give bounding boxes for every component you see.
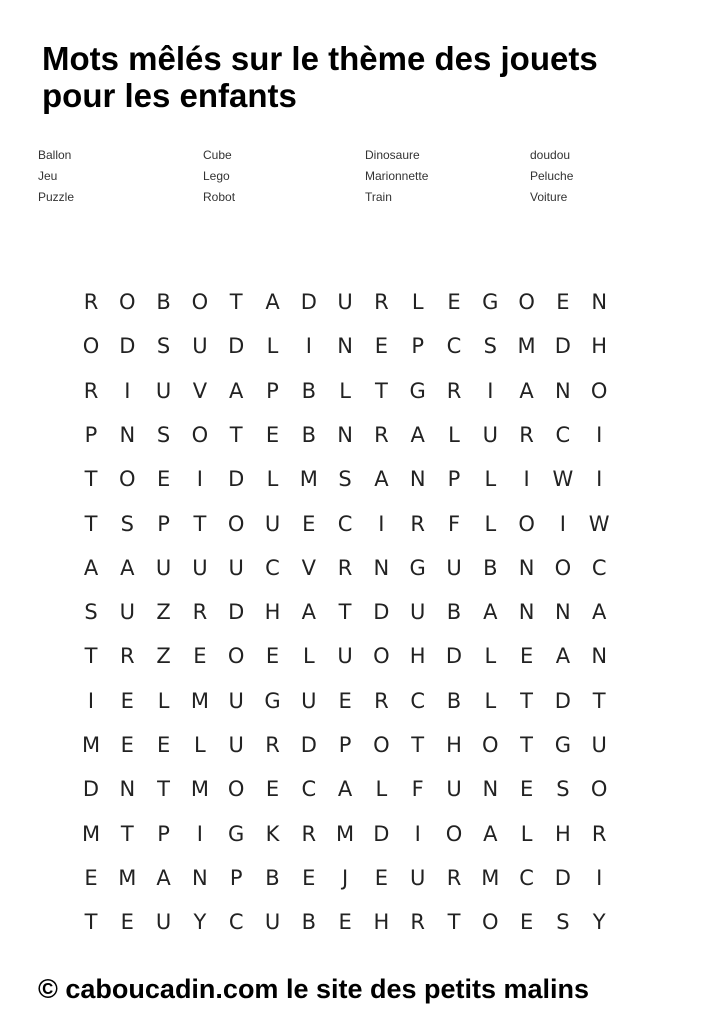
grid-letter: G [554, 733, 572, 757]
word-list [38, 148, 678, 214]
grid-letter: O [445, 821, 463, 846]
grid-letter: R [120, 644, 135, 669]
grid-letter: S [156, 422, 171, 447]
grid-letter: S [84, 600, 98, 625]
grid-letter: A [120, 555, 135, 580]
word-list-item: Jeu [38, 169, 58, 183]
grid-letter: N [591, 644, 608, 669]
grid-letter: Z [156, 644, 171, 669]
grid-letter: P [229, 865, 243, 890]
grid-letter: E [120, 688, 134, 713]
grid-letter: U [192, 555, 208, 580]
grid-letter: I [559, 511, 566, 536]
grid-letter: I [305, 334, 312, 359]
grid-letter: H [554, 821, 571, 846]
word-list-item: Puzzle [38, 190, 75, 204]
grid-letter: R [301, 821, 317, 846]
grid-letter: I [596, 865, 603, 890]
grid-letter: T [229, 422, 243, 447]
grid-letter: L [157, 688, 170, 713]
grid-letter: C [446, 334, 462, 359]
grid-letter: D [373, 821, 390, 846]
grid-letter: P [84, 422, 98, 447]
grid-letter: E [338, 688, 352, 713]
grid-letter: O [227, 511, 245, 536]
grid-letter: N [555, 600, 571, 625]
grid-letter: A [374, 467, 389, 492]
grid-letter: U [228, 688, 244, 713]
grid-letter: L [266, 467, 279, 492]
grid-letter: D [373, 600, 390, 625]
grid-letter: E [556, 290, 570, 314]
grid-letter: P [338, 733, 352, 757]
grid-letter: N [192, 865, 208, 890]
grid-letter: D [554, 688, 571, 713]
grid-letter: R [83, 290, 99, 314]
grid-letter: I [196, 821, 203, 846]
grid-letter: O [119, 290, 136, 314]
grid-letter: N [119, 777, 136, 802]
grid-letter: L [484, 511, 497, 536]
grid-letter: L [448, 422, 460, 447]
grid-letter: D [554, 865, 571, 890]
grid-letter: G [264, 688, 281, 713]
grid-letter: N [518, 600, 535, 625]
grid-letter: L [339, 378, 351, 403]
grid-letter: M [517, 334, 536, 359]
grid-letter: E [120, 910, 134, 935]
word-list-item: Ballon [38, 148, 72, 162]
grid-letter: U [591, 733, 607, 757]
grid-letter: C [337, 511, 353, 536]
grid-letter: O [590, 777, 608, 802]
grid-letter: S [556, 777, 570, 802]
grid-letter: A [83, 555, 99, 580]
grid-letter: E [156, 733, 171, 757]
grid-letter: T [229, 290, 243, 314]
grid-letter: I [596, 467, 603, 492]
grid-letter: I [196, 467, 203, 492]
grid-letter: O [373, 644, 390, 669]
grid-letter: I [124, 378, 131, 403]
grid-letter: B [301, 910, 316, 935]
footer-credit: © caboucadin.com le site des petits malins [38, 974, 590, 1004]
grid-letter: A [483, 600, 498, 625]
grid-letter: L [411, 290, 424, 314]
grid-letter: R [192, 600, 208, 625]
grid-letter: B [483, 555, 498, 580]
grid-letter: M [81, 733, 101, 757]
grid-letter: O [518, 290, 535, 314]
grid-letter: T [592, 688, 606, 713]
grid-letter: V [301, 555, 316, 580]
grid-letter: E [519, 910, 534, 935]
grid-letter: U [155, 378, 172, 403]
grid-letter: H [409, 644, 426, 669]
grid-letter: L [302, 644, 315, 669]
grid-letter: B [265, 865, 280, 890]
grid-letter: L [194, 733, 206, 757]
grid-letter: L [484, 467, 497, 492]
page-title [42, 40, 702, 114]
grid-letter: E [374, 865, 389, 890]
grid-letter: U [446, 777, 462, 802]
grid-letter: M [299, 467, 318, 492]
grid-letter: M [190, 688, 209, 713]
grid-letter: D [228, 600, 245, 625]
grid-letter: A [410, 422, 425, 447]
grid-letter: A [265, 290, 280, 314]
grid-letter: O [590, 378, 608, 403]
grid-letter: U [337, 644, 353, 669]
grid-letter: N [373, 555, 390, 580]
grid-letter: I [487, 378, 494, 403]
grid-letter: G [228, 821, 245, 846]
word-list-item: Voiture [530, 190, 568, 204]
grid-letter: R [83, 378, 99, 403]
grid-letter: O [554, 555, 572, 580]
grid-letter: T [84, 644, 98, 669]
grid-letter: E [84, 865, 98, 890]
grid-letter: B [301, 422, 316, 447]
grid-letter: T [411, 733, 425, 757]
grid-letter: H [446, 733, 462, 757]
grid-letter: T [193, 511, 207, 536]
grid-letter: T [520, 733, 533, 757]
word-list-item: Peluche [530, 169, 574, 183]
grid-letter: U [119, 600, 135, 625]
grid-letter: U [337, 290, 353, 314]
grid-letter: R [374, 422, 389, 447]
grid-letter: T [447, 910, 461, 935]
grid-letter: D [445, 644, 463, 669]
grid-letter: O [82, 334, 100, 359]
grid-letter: T [84, 910, 98, 935]
word-list-item: Robot [203, 190, 236, 204]
grid-letter: S [156, 334, 171, 359]
grid-letter: U [228, 555, 244, 580]
grid-letter: E [265, 644, 280, 669]
grid-letter: T [338, 600, 352, 625]
grid-letter: R [410, 511, 425, 536]
grid-letter: D [554, 334, 571, 359]
grid-letter: B [446, 688, 462, 713]
grid-letter: R [265, 733, 280, 757]
grid-letter: R [410, 910, 425, 935]
grid-letter: M [336, 821, 355, 846]
grid-letter: O [191, 422, 209, 447]
grid-letter: O [119, 467, 136, 492]
grid-letter: O [227, 644, 245, 669]
grid-letter: A [519, 378, 534, 403]
grid-letter: U [228, 733, 244, 757]
grid-letter: T [374, 378, 388, 403]
word-list-item: Dinosaure [365, 148, 420, 162]
grid-letter: K [265, 821, 280, 846]
grid-letter: M [81, 821, 101, 846]
grid-letter: T [84, 511, 98, 536]
grid-letter: U [301, 688, 317, 713]
grid-letter: O [191, 290, 209, 314]
grid-letter: W [588, 511, 610, 536]
grid-letter: L [375, 777, 388, 802]
grid-letter: W [552, 467, 574, 492]
grid-letter: I [378, 511, 385, 536]
grid-letter: E [519, 777, 534, 802]
grid-letter: A [483, 821, 498, 846]
grid-letter: E [338, 910, 352, 935]
grid-letter: U [410, 865, 426, 890]
grid-letter: C [301, 777, 317, 802]
grid-letter: I [414, 821, 421, 846]
grid-letter: P [157, 821, 170, 846]
grid-letter: T [84, 467, 98, 492]
grid-letter: I [87, 688, 95, 713]
grid-letter: B [156, 290, 171, 314]
title-line-2: pour les enfants [42, 77, 297, 114]
grid-letter: R [446, 865, 462, 890]
grid-letter: A [337, 777, 353, 802]
grid-letter: P [266, 378, 279, 403]
grid-letter: T [120, 821, 134, 846]
grid-letter: D [228, 467, 245, 492]
word-list-item: Train [365, 190, 392, 204]
grid-letter: U [264, 910, 281, 935]
grid-letter: E [519, 644, 534, 669]
word-list-item: Lego [203, 169, 230, 183]
grid-letter: U [482, 422, 498, 447]
grid-letter: T [157, 777, 170, 802]
grid-letter: R [446, 378, 462, 403]
title-line-1: Mots mêlés sur le thème des jouets [42, 40, 598, 77]
grid-letter: G [482, 290, 499, 314]
grid-letter: U [446, 555, 462, 580]
grid-letter: P [157, 511, 170, 536]
grid-letter: H [264, 600, 281, 625]
grid-letter: L [484, 644, 497, 669]
grid-letter: D [300, 733, 317, 757]
grid-letter: O [373, 733, 390, 757]
grid-letter: U [155, 555, 172, 580]
grid-letter: S [556, 910, 570, 935]
grid-letter: E [447, 290, 461, 314]
grid-letter: R [374, 688, 389, 713]
grid-letter: L [266, 334, 279, 359]
grid-letter: E [302, 511, 316, 536]
grid-letter: C [591, 555, 607, 580]
grid-letter: O [482, 733, 499, 757]
grid-letter: C [519, 865, 534, 890]
grid-letter: N [409, 467, 426, 492]
grid-letter: N [119, 422, 136, 447]
grid-letter: D [228, 334, 245, 359]
grid-letter: J [341, 865, 349, 890]
grid-letter: R [591, 821, 607, 846]
grid-letter: A [592, 600, 607, 625]
grid-letter: B [446, 600, 462, 625]
word-list-item: doudou [530, 148, 571, 162]
grid-letter: H [373, 910, 390, 935]
grid-letter: U [192, 334, 208, 359]
word-list-item: Cube [203, 148, 232, 162]
grid-letter: T [520, 688, 533, 713]
grid-letter: A [555, 644, 571, 669]
grid-letter: A [156, 865, 171, 890]
grid-letter: O [518, 511, 535, 536]
grid-letter: O [227, 777, 245, 802]
grid-letter: N [482, 777, 499, 802]
grid-letter: I [596, 422, 603, 447]
grid-letter: U [410, 600, 426, 625]
grid-letter: N [555, 378, 571, 403]
grid-letter: E [302, 865, 316, 890]
grid-letter: M [481, 865, 500, 890]
grid-letter: M [118, 865, 137, 890]
grid-letter: U [155, 910, 172, 935]
grid-letter: Y [193, 910, 207, 935]
grid-letter: I [523, 467, 530, 492]
grid-letter: M [190, 777, 209, 802]
grid-letter: N [337, 334, 353, 359]
grid-letter: E [374, 334, 389, 359]
grid-letter: E [265, 777, 280, 802]
grid-letter: A [229, 378, 244, 403]
grid-letter: S [483, 334, 497, 359]
grid-letter: N [518, 555, 535, 580]
grid-letter: O [482, 910, 499, 935]
grid-letter: A [301, 600, 316, 625]
grid-letter: R [337, 555, 353, 580]
grid-letter: E [265, 422, 280, 447]
grid-letter: R [374, 290, 389, 314]
grid-letter: S [338, 467, 352, 492]
grid-letter: C [265, 555, 280, 580]
grid-letter: N [337, 422, 353, 447]
grid-letter: F [411, 777, 424, 802]
grid-letter: C [228, 910, 244, 935]
word-list-item: Marionnette [365, 169, 429, 183]
grid-letter: C [555, 422, 571, 447]
grid-letter: D [119, 334, 136, 359]
grid-letter: C [410, 688, 426, 713]
grid-letter: N [591, 290, 608, 314]
grid-letter: H [591, 334, 608, 359]
grid-letter: E [156, 467, 171, 492]
grid-letter: G [409, 378, 426, 403]
letter-grid [72, 282, 652, 942]
grid-letter: F [447, 511, 461, 536]
grid-letter: Z [156, 600, 171, 625]
grid-letter: E [120, 733, 134, 757]
grid-letter: Y [592, 910, 606, 935]
grid-letter: P [411, 334, 425, 359]
grid-letter: E [193, 644, 207, 669]
grid-letter: P [447, 467, 461, 492]
grid-letter: S [120, 511, 134, 536]
grid-letter: L [484, 688, 497, 713]
grid-letter: U [264, 511, 281, 536]
grid-letter: D [82, 777, 100, 802]
grid-letter: V [192, 378, 208, 403]
grid-letter: D [300, 290, 317, 314]
grid-letter: B [301, 378, 316, 403]
grid-letter: G [409, 555, 426, 580]
grid-letter: R [519, 422, 534, 447]
grid-letter: L [520, 821, 533, 846]
